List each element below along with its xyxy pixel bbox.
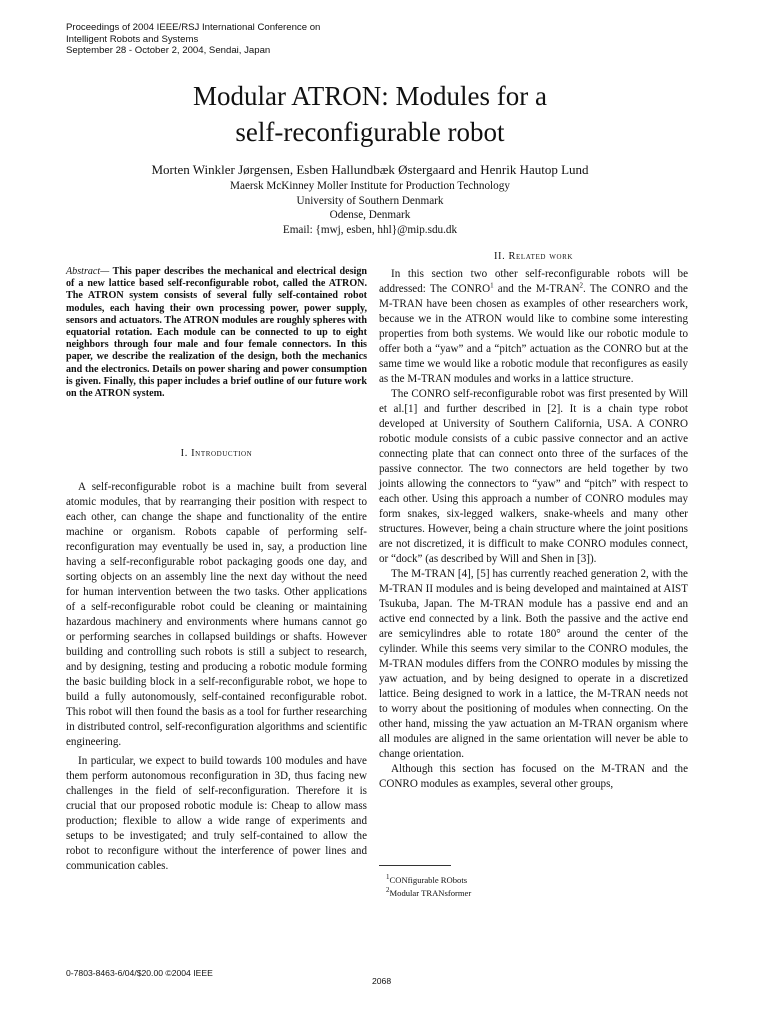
abstract-text: This paper describes the mechanical and electrical design of a new lattice based self-reconfigurable robot, called the ATRON. The ATRON system consists of several fully self-contained robot modules, each having their own processing power, power supply, sensors and actuators. The ATRON modules are roughly spheres with equatorial rotation. Each module can be connected to up to eight neighbors through four male and four female connectors. In this paper, we describe the realization of the design, both the mechanics and the electronics. Details on power sharing and power consumption is given. Finally, this paper includes a brief outline of our future work on the ATRON system.	[66, 266, 367, 400]
proceedings-line: September 28 - October 2, 2004, Sendai, Japan	[66, 45, 271, 56]
footnote-marker: 2	[579, 281, 583, 290]
section-heading-introduction: I. Introduction	[180, 448, 253, 460]
body-paragraph	[379, 267, 688, 387]
title-line: self-reconfigurable robot	[235, 117, 505, 147]
left-column	[66, 266, 367, 874]
page-number: 2068	[372, 976, 392, 986]
body-paragraph: The M-TRAN [4], [5] has currently reached generation 2, with the M-TRAN II modules and is being developed and maintained at AIST Tsukuba, Japan. The M-TRAN module has a passive end and an active end connected by a link. Both the passive and the active end are semicylindres able to rotate 180° around the center of the cylinder. While this seems very similar to the CONRO modules, the M-TRAN modules differs from the CONRO modules by missing the yaw actuation, and by being designed to operate in a discretized lattice. Being designed to work in a lattice, the M-TRAN needs not to worry about the positioning of modules when connecting. On the other hand, missing the yaw actuation an M-TRAN organism where all modules are aligned in the same orientation will never be able to change orientation.	[379, 568, 688, 760]
copyright-notice: 0-7803-8463-6/04/$20.00 ©2004 IEEE	[66, 968, 213, 978]
footnote-rule	[379, 865, 451, 866]
footnote	[386, 887, 686, 900]
proceedings-line: Intelligent Robots and Systems	[66, 33, 199, 45]
proceedings-header	[66, 22, 396, 57]
footnote-marker: 1	[490, 281, 494, 290]
affiliation-line: Odense, Denmark	[329, 209, 411, 221]
section-heading-related-work: II. Related work	[493, 251, 574, 262]
body-paragraph: Although this section has focused on the M-TRAN and the CONRO modules as examples, several other groups,	[379, 763, 688, 790]
footnote-text: CONfigurable RObots	[389, 875, 468, 885]
footnote-text: Modular TRANsformer	[389, 888, 472, 898]
affiliation-line: University of Southern Denmark	[296, 194, 444, 207]
body-paragraph: The CONRO self-reconfigurable robot was first presented by Will et al.[1] and further described in [2]. It is a chain type robot developed at University of Southern California, USA. A CONRO robotic module consists of a cubic passive connector and an active connecting plate that can connect onto three of the surfaces of the passive connector. The two connectors are held together by two joints allowing the connectors to “yaw” and “pitch” with respect to each other. Using this approach a number of CONRO modules may form snakes, six-legged walkers, snake-wheels and many other structures. However, being a chain structure where the joint positions are not discretized, it is difficult to make CONRO modules connect, or “dock” (as described by Will and Shen in [3]).	[379, 388, 688, 565]
text-run: . The CONRO and the M-TRAN have been chosen as examples of other researchers work, because we in the ATRON would like to combine some interesting properties from both systems. We would like our robotic module to offer both a “yaw” and a “pitch” actuation as the CONRO but at the same time we would like a robotic module that reconfigures as easily as the M-TRAN modules and works in a lattice structure.	[379, 283, 688, 385]
proceedings-line: Proceedings of 2004 IEEE/RSJ International Conference on	[66, 22, 321, 33]
author-list: Morten Winkler Jørgensen, Esben Hallundbæk Østergaard and Henrik Hautop Lund	[151, 162, 589, 177]
abstract-label: Abstract—	[66, 266, 110, 277]
footnotes	[386, 874, 686, 900]
footnote-mark: 2	[386, 886, 390, 895]
affiliation-line: Maersk McKinney Moller Institute for Production Technology	[230, 180, 510, 192]
title-line: Modular ATRON: Modules for a	[193, 81, 547, 111]
right-column	[379, 249, 688, 792]
text-run: and the M-TRAN	[493, 283, 580, 295]
abstract	[66, 266, 367, 400]
footnote	[386, 874, 686, 887]
paper-title	[60, 78, 680, 150]
body-paragraph: A self-reconfigurable robot is a machine built from several atomic modules, that by rearranging their position with respect to each other, can change the shape and functionality of the entire machine or organism. Robots capable of performing self-reconfiguration may eventually be used in, say, a production line having a self-reconfigurable robot packaging goods one day, and sorting objects on an assembly line the next day without the need for human intervention between the two tasks. Other applications of a self-reconfigurable robot could be cleaning or maintaining hazardous machinery and environments where humans cannot go or performing searches in collapsed buildings or shafts. However building and controlling such robots is still a subject to research, and by designing, testing and producing a robotic module forming the basic building block in a self-reconfigurable robot, we hope to build a fully autonomously, self-contained reconfigurable robot. This robot will then found the basis as a tool for further researching in distributed control, self-reconfiguration algorithms and scientific engineering.	[66, 481, 367, 749]
affiliation-block	[40, 179, 700, 237]
text-run: In this section two other self-reconfigurable robots will be addressed: The CONRO	[379, 268, 688, 295]
body-paragraph: In particular, we expect to build towards 100 modules and have them perform autonomous reconfiguration in 3D, thus facing new challenges in the field of self-reconfiguration. Therefore it is crucial that our proposed robotic module is: Cheap to allow mass production; flexible to allow a wide range of experiments and setups to be investigated; and truly self-contained to allow the robot to reconfigure without the interference of power lines and communication cables.	[66, 755, 367, 873]
footnote-mark: 1	[386, 873, 390, 882]
email-line: Email: {mwj, esben, hhl}@mip.sdu.dk	[282, 223, 458, 236]
